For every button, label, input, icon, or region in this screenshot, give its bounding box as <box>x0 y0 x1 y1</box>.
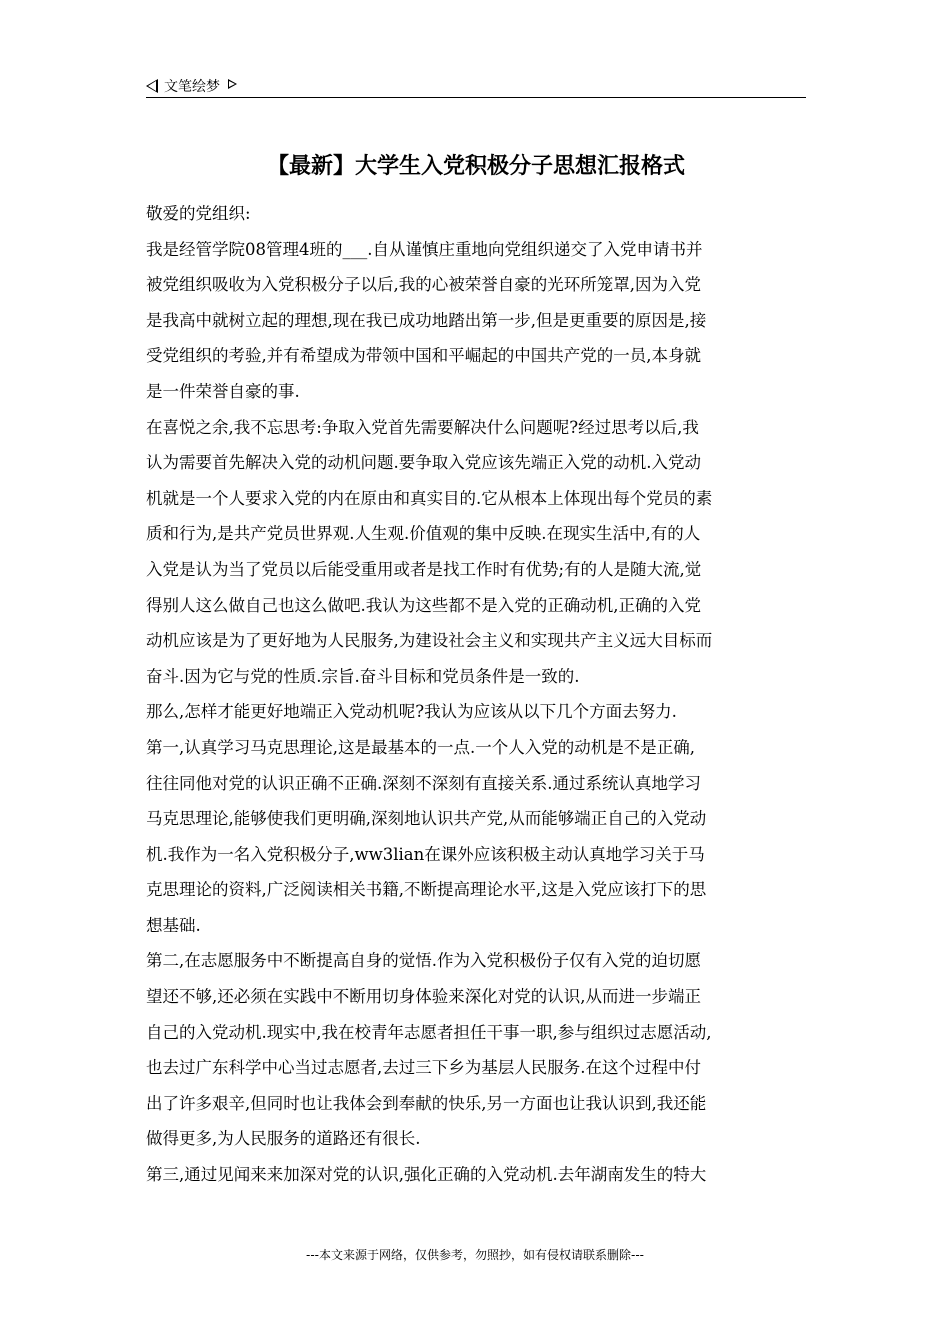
text-line: 机.我作为一名入党积极分子,ww3lian在课外应该积极主动认真地学习关于马 <box>146 844 705 864</box>
text-line: 是我高中就树立起的理想,现在我已成功地踏出第一步,但是更重要的原因是,接 <box>146 310 707 330</box>
text-line: 望还不够,还必须在实践中不断用切身体验来深化对党的认识,从而进一步端正 <box>146 987 701 1007</box>
document-title: 【最新】大学生入党积极分子思想汇报格式 <box>266 154 685 179</box>
header-brand: 文笔绘梦 <box>164 79 220 95</box>
text-line: 往往同他对党的认识正确不正确.深刻不深刻有直接关系.通过系统认真地学习 <box>146 773 701 793</box>
footer-notice: ---本文来源于网络，仅供参考，勿照抄，如有侵权请联系删除--- <box>306 1248 644 1262</box>
text-line: 第一,认真学习马克思理论,这是最基本的一点.一个人入党的动机是不是正确, <box>146 737 695 757</box>
header-divider <box>146 97 806 98</box>
text-line: 被党组织吸收为入党积极分子以后,我的心被荣誉自豪的光环所笼罩,因为入党 <box>146 275 701 295</box>
triangle-right-icon <box>228 79 237 89</box>
text-line: 克思理论的资料,广泛阅读相关书籍,不断提高理论水平,这是入党应该打下的思 <box>146 880 707 900</box>
text-line: 奋斗.因为它与党的性质.宗旨.奋斗目标和党员条件是一致的. <box>146 666 580 686</box>
text-line: 也去过广东科学中心当过志愿者,去过三下乡为基层人民服务.在这个过程中付 <box>146 1058 701 1078</box>
text-line: 在喜悦之余,我不忘思考:争取入党首先需要解决什么问题呢?经过思考以后,我 <box>146 417 699 437</box>
text-line: 出了许多艰辛,但同时也让我体会到奉献的快乐,另一方面也让我认识到,我还能 <box>146 1093 707 1113</box>
triangle-left-icon <box>146 79 158 93</box>
page-header <box>146 74 806 98</box>
text-line: 入党是认为当了党员以后能受重用或者是找工作时有优势;有的人是随大流,觉 <box>146 559 702 579</box>
text-line: 我是经管学院08管理4班的___.自从谨慎庄重地向党组织递交了入党申请书并 <box>146 239 703 259</box>
text-line: 得别人这么做自己也这么做吧.我认为这些都不是入党的正确动机,正确的入党 <box>146 595 701 615</box>
text-line: 那么,怎样才能更好地端正入党动机呢?我认为应该从以下几个方面去努力. <box>146 702 677 722</box>
text-line: 第三,通过见闻来来加深对党的认识,强化正确的入党动机.去年湖南发生的特大 <box>146 1165 707 1185</box>
text-line: 机就是一个人要求入党的内在原由和真实目的.它从根本上体现出每个党员的素 <box>146 488 713 508</box>
text-line: 动机应该是为了更好地为人民服务,为建设社会主义和实现共产主义远大目标而 <box>146 631 713 651</box>
text-line: 马克思理论,能够使我们更明确,深刻地认识共产党,从而能够端正自己的入党动 <box>146 809 707 829</box>
text-line: 想基础. <box>146 915 201 935</box>
text-line: 质和行为,是共产党员世界观.人生观.价值观的集中反映.在现实生活中,有的人 <box>146 524 701 544</box>
text-line: 做得更多,为人民服务的道路还有很长. <box>146 1129 421 1149</box>
text-line: 自己的入党动机.现实中,我在校青年志愿者担任干事一职,参与组织过志愿活动, <box>146 1022 712 1042</box>
document-body <box>146 196 810 1193</box>
text-line: 第二,在志愿服务中不断提高自身的觉悟.作为入党积极份子仅有入党的迫切愿 <box>146 951 701 971</box>
text-line: 是一件荣誉自豪的事. <box>146 381 300 401</box>
text-line: 受党组织的考验,并有希望成为带领中国和平崛起的中国共产党的一员,本身就 <box>146 346 701 366</box>
text-line: 敬爱的党组织: <box>146 204 251 223</box>
text-line: 认为需要首先解决入党的动机问题.要争取入党应该先端正入党的动机.入党动 <box>146 453 701 473</box>
